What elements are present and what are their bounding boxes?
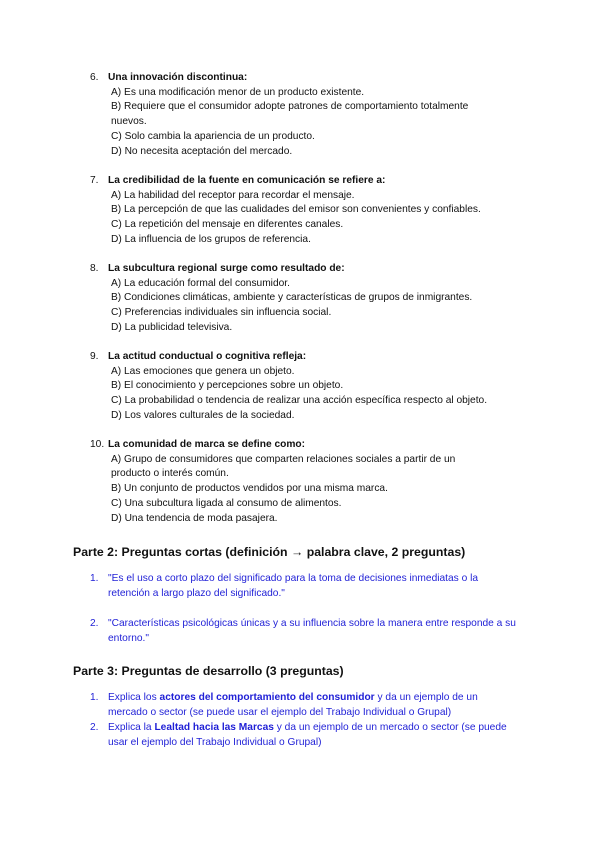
option-b: B) Condiciones climáticas, ambiente y características de grupos de inmigrantes. <box>111 292 473 304</box>
option-b: B) El conocimiento y percepciones sobre un objeto. <box>111 380 344 392</box>
part-3-item-2 <box>90 721 520 750</box>
option-c: C) Solo cambia la apariencia de un producto. <box>111 130 315 142</box>
item-number: 1. <box>90 573 99 584</box>
question-number: 6. <box>90 72 99 83</box>
option-d: D) No necesita aceptación del mercado. <box>111 145 293 157</box>
question-number: 9. <box>90 351 99 362</box>
question-title: La actitud conductual o cognitiva refleja: <box>108 351 307 362</box>
option-b: B) Un conjunto de productos vendidos por una misma marca. <box>111 483 388 495</box>
option-a: A) La habilidad del receptor para recordar el mensaje. <box>111 189 355 201</box>
question-number: 8. <box>90 263 99 274</box>
question-number: 7. <box>90 175 99 186</box>
option-d: D) Los valores culturales de la sociedad. <box>111 409 295 421</box>
question-9 <box>90 350 530 424</box>
question-7 <box>90 174 530 248</box>
option-c: C) La repetición del mensaje en diferentes canales. <box>111 219 344 231</box>
item-number: 1. <box>90 692 99 703</box>
option-b: B) Requiere que el consumidor adopte patrones de comportamiento totalmente nuevos. <box>111 101 469 128</box>
question-8 <box>90 262 530 336</box>
item-text-bold: Lealtad hacia las Marcas <box>154 722 274 733</box>
option-a: A) Las emociones que genera un objeto. <box>111 365 295 377</box>
option-d: D) La influencia de los grupos de referencia. <box>111 233 311 245</box>
question-10 <box>90 438 530 526</box>
option-d: D) Una tendencia de moda pasajera. <box>111 512 278 524</box>
item-text-pre: Explica la <box>108 722 155 733</box>
part-3-item-1 <box>90 691 520 720</box>
part-3-title: Parte 3: Preguntas de desarrollo (3 preguntas) <box>73 664 344 678</box>
item-text: "Es el uso a corto plazo del significado para la toma de decisiones inmediatas o la retención a largo plazo del significado." <box>108 573 479 599</box>
item-text-bold: actores del comportamiento del consumidor <box>159 692 375 703</box>
option-b: B) La percepción de que las cualidades del emisor son convenientes y confiables. <box>111 204 481 216</box>
option-c: C) La probabilidad o tendencia de realizar una acción específica respecto al objeto. <box>111 395 488 407</box>
item-text-post: y da un ejemplo de un mercado o sector (se puede usar el ejemplo del Trabajo Individual o Grupal) <box>108 692 478 718</box>
item-text-pre: Explica los <box>108 692 160 703</box>
question-6 <box>90 71 530 159</box>
question-title: La comunidad de marca se define como: <box>108 439 306 450</box>
option-d: D) La publicidad televisiva. <box>111 321 233 333</box>
question-title: La credibilidad de la fuente en comunicación se refiere a: <box>108 175 386 186</box>
option-a: A) Es una modificación menor de un producto existente. <box>111 86 365 98</box>
item-text <box>108 691 520 720</box>
option-c: C) Una subcultura ligada al consumo de alimentos. <box>111 497 342 509</box>
option-a: A) Grupo de consumidores que comparten relaciones sociales a partir de un producto o interés común. <box>111 453 456 480</box>
part-2-item-1 <box>90 572 520 601</box>
item-number: 2. <box>90 618 99 629</box>
question-title: La subcultura regional surge como resultado de: <box>108 263 345 274</box>
part-2-title: Parte 2: Preguntas cortas (definición → palabra clave, 2 preguntas) <box>73 545 466 559</box>
item-text-post: y da un ejemplo de un mercado o sector (se puede usar el ejemplo del Trabajo Individual o Grupal) <box>108 722 507 748</box>
question-number: 10. <box>90 439 105 450</box>
option-c: C) Preferencias individuales sin influencia social. <box>111 307 332 319</box>
item-text <box>108 721 520 750</box>
question-title: Una innovación discontinua: <box>108 72 248 83</box>
item-text: "Características psicológicas únicas y a su influencia sobre la manera entre responde a su entorno." <box>108 618 516 644</box>
item-number: 2. <box>90 722 99 733</box>
option-a: A) La educación formal del consumidor. <box>111 277 290 289</box>
part-2-item-2 <box>90 617 520 646</box>
